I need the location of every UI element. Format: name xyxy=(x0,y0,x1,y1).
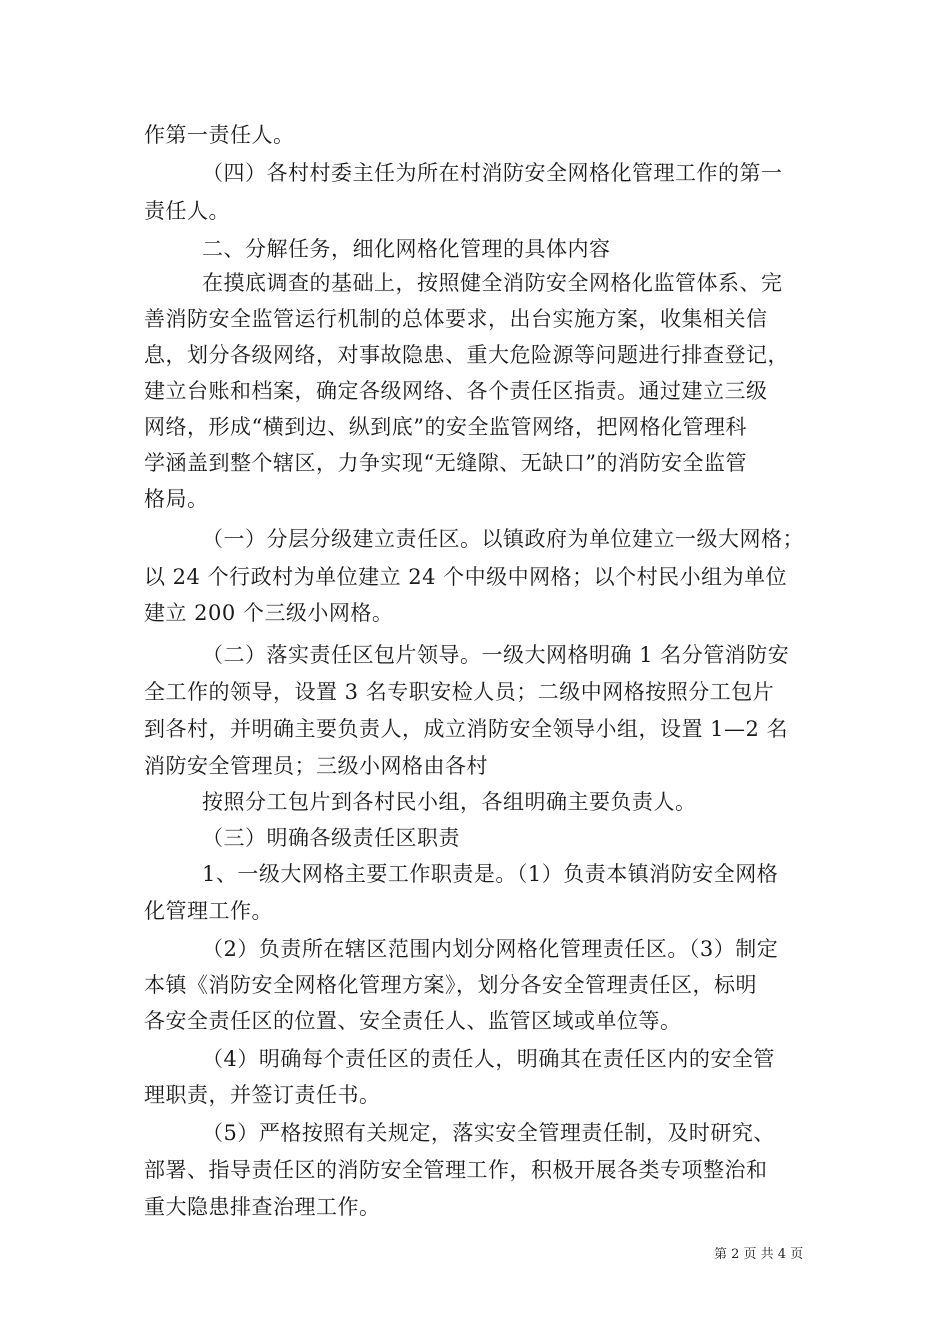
text-line: 到各村，并明确主要负责人，成立消防安全领导小组，设置 1—2 名 xyxy=(144,717,789,741)
text-line: 建立台账和档案，确定各级网络、各个责任区指责。通过建立三级 xyxy=(144,379,768,403)
text-line: 责任人。 xyxy=(144,199,230,223)
text-line: （二）落实责任区包片领导。一级大网格明确 1 名分管消防安 xyxy=(202,643,790,667)
text-line: （四）各村村委主任为所在村消防安全网格化管理工作的第一 xyxy=(202,161,783,185)
text-line: 消防安全管理员；三级小网格由各村 xyxy=(144,754,488,778)
text-line: 息，划分各级网络，对事故隐患、重大危险源等问题进行排查登记， xyxy=(144,343,789,367)
page-number: 第 2 页 共 4 页 xyxy=(714,1247,804,1262)
text-line: 建立 200 个三级小网格。 xyxy=(144,601,394,625)
text-line: 按照分工包片到各村民小组，各组明确主要负责人。 xyxy=(202,790,697,814)
text-line: 1、一级大网格主要工作职责是。（1）负责本镇消防安全网格 xyxy=(202,862,779,886)
text-line: 化管理工作。 xyxy=(144,899,273,923)
text-line: 理职责，并签订责任书。 xyxy=(144,1083,381,1107)
text-line: 全工作的领导，设置 3 名专职安检人员；二级中网格按照分工包片 xyxy=(144,680,775,704)
text-line: 学涵盖到整个辖区，力争实现“无缝隙、无缺口”的消防安全监管 xyxy=(144,451,747,475)
text-line: 作第一责任人。 xyxy=(144,123,295,147)
section-heading: （三）明确各级责任区职责 xyxy=(202,826,460,850)
text-line: 格局。 xyxy=(144,487,209,511)
text-line: 重大隐患排查治理工作。 xyxy=(144,1195,381,1219)
text-line: （5）严格按照有关规定，落实安全管理责任制，及时研究、 xyxy=(202,1121,775,1145)
text-line: 善消防安全监管运行机制的总体要求，出台实施方案，收集相关信 xyxy=(144,307,768,331)
text-line: 部署、指导责任区的消防安全管理工作，积极开展各类专项整治和 xyxy=(144,1158,768,1182)
text-line: 各安全责任区的位置、安全责任人、监管区域或单位等。 xyxy=(144,1009,682,1033)
text-line: 本镇《消防安全网格化管理方案》，划分各安全管理责任区，标明 xyxy=(144,973,757,997)
text-line: （一）分层分级建立责任区。以镇政府为单位建立一级大网格； xyxy=(202,527,804,551)
section-heading: 二、分解任务，细化网格化管理的具体内容 xyxy=(202,237,611,261)
text-line: （4）明确每个责任区的责任人，明确其在责任区内的安全管 xyxy=(202,1047,775,1071)
text-line: 在摸底调查的基础上，按照健全消防安全网格化监管体系、完 xyxy=(202,271,783,295)
text-line: （2）负责所在辖区范围内划分网格化管理责任区。（3）制定 xyxy=(202,937,779,961)
text-line: 以 24 个行政村为单位建立 24 个中级中网格；以个村民小组为单位 xyxy=(144,565,788,589)
text-line: 网络，形成“横到边、纵到底”的安全监管网络，把网格化管理科 xyxy=(144,415,747,439)
